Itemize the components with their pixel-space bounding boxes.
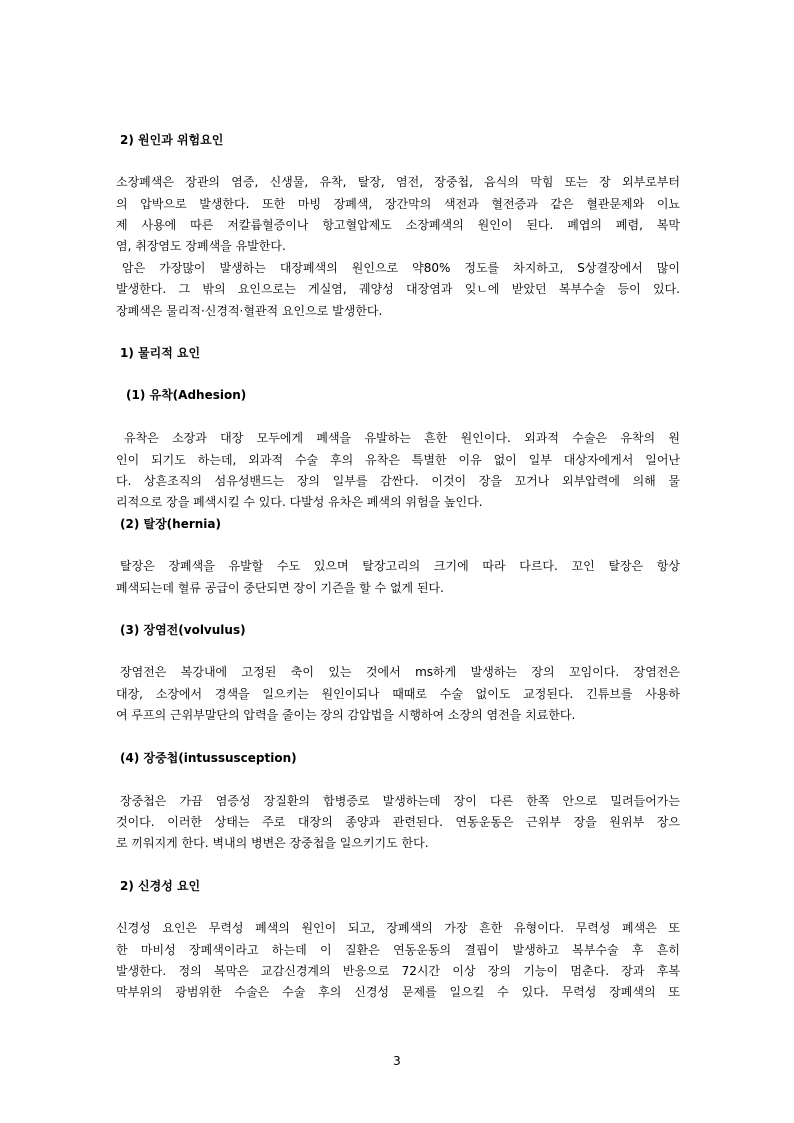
heading-hernia: (2) 탈장(hernia) [120,517,222,531]
hernia-line-2: 폐색되는데 혈류 공급이 중단되면 장이 기즌을 할 수 없게 된다. [116,581,444,595]
neuro-line-2: 한 마비성 장폐색이라고 하는데 이 질환은 연동운동의 결핍이 발생하고 복부수술 후 흔히 [116,943,680,957]
para2-line-3: 장폐색은 물리적·신경적·혈관적 요인으로 발생한다. [116,304,383,318]
page-number: 3 [393,1054,401,1068]
para1-line-2: 의 압박으로 발생한다. 또한 마빙 장폐색, 장간막의 색전과 혈전증과 같은 혈관문제와 이뇨 [116,197,680,211]
subheading-neurogenic-factors: 2) 신경성 요인 [120,879,201,893]
volvulus-line-3: 여 루프의 근위부말단의 압력을 줄이는 장의 감압법을 시행하여 소장의 염전을 치료한다. [116,708,576,722]
volvulus-line-1: 장염전은 복강내에 고정된 축이 있는 것에서 ms하게 발생하는 장의 꼬임이다. 장염전은 [120,665,680,679]
heading-adhesion: (1) 유착(Adhesion) [126,388,247,402]
intussusception-line-1: 장중첩은 가끔 염증성 장질환의 합병증로 발생하는데 장이 다른 한쪽 안으로 밀려들어가는 [120,794,680,808]
neuro-line-3: 발생한다. 정의 복막은 교감신경계의 반응으로 72시간 이상 장의 기능이 멈춘다. 장과 후복 [116,964,680,978]
subheading-physical-factors: 1) 물리적 요인 [120,346,201,360]
heading-volvulus: (3) 장염전(volvulus) [120,623,246,637]
intussusception-line-2: 것이다. 이러한 상태는 주로 대장의 종양과 관련된다. 연동운동은 근위부 장을 원위부 장으 [116,815,680,829]
adhesion-line-4: 리적으로 장을 폐색시킬 수 있다. 다발성 유차은 폐색의 위험을 높인다. [116,495,483,509]
section-heading-causes: 2) 원인과 위험요인 [120,133,224,147]
adhesion-line-2: 인이 되기도 하는데, 외과적 수술 후의 유착은 특별한 이유 없이 일부 대상자에게서 일어난 [116,453,680,467]
hernia-line-1: 탈장은 장폐색을 유발할 수도 있으며 탈장고리의 크기에 따라 다르다. 꼬인 탈장은 항상 [120,559,680,573]
intussusception-line-3: 로 끼워지게 한다. 벽내의 병변은 장중첩을 일으키기도 한다. [116,836,429,850]
heading-intussusception: (4) 장중첩(intussusception) [120,751,297,765]
neuro-line-1: 신경성 요인은 무력성 폐색의 원인이 되고, 장폐색의 가장 흔한 유형이다. 무력성 폐색은 또 [116,921,680,935]
para1-line-3: 제 사용에 따른 저칼륨혈증이나 항고혈압제도 소장폐색의 원인이 된다. 폐엽의 폐렴, 복막 [116,218,680,232]
para1-line-4: 염, 취장염도 장폐색을 유발한다. [116,239,286,253]
neuro-line-4: 막부위의 광범위한 수술은 수술 후의 신경성 문제를 일으킬 수 있다. 무력성 장폐색의 또 [116,985,680,999]
para1-line-1: 소장폐색은 장관의 염증, 신생물, 유착, 탈장, 염전, 장중첩, 음식의 막힘 또는 장 외부로부터 [116,175,680,189]
para2-line-1: 암은 가장많이 발생하는 대장폐색의 원인으로 약80% 정도를 차지하고, S상결장에서 많이 [122,261,680,275]
volvulus-line-2: 대장, 소장에서 경색을 일으키는 원인이되나 때때로 수술 없이도 교정된다. 긴튜브를 사용하 [116,687,680,701]
adhesion-line-1: 유착은 소장과 대장 모두에게 폐색을 유발하는 흔한 원인이다. 외과적 수술은 유착의 원 [124,431,680,445]
para2-line-2: 발생한다. 그 밖의 요인으로는 게실염, 궤양성 대장염과 잊ㄴ에 받았던 복부수술 등이 있다. [116,282,680,296]
adhesion-line-3: 다. 상흔조직의 섬유성밴드는 장의 일부를 감싼다. 이것이 장을 꼬거나 외부압력에 의해 물 [116,474,680,488]
